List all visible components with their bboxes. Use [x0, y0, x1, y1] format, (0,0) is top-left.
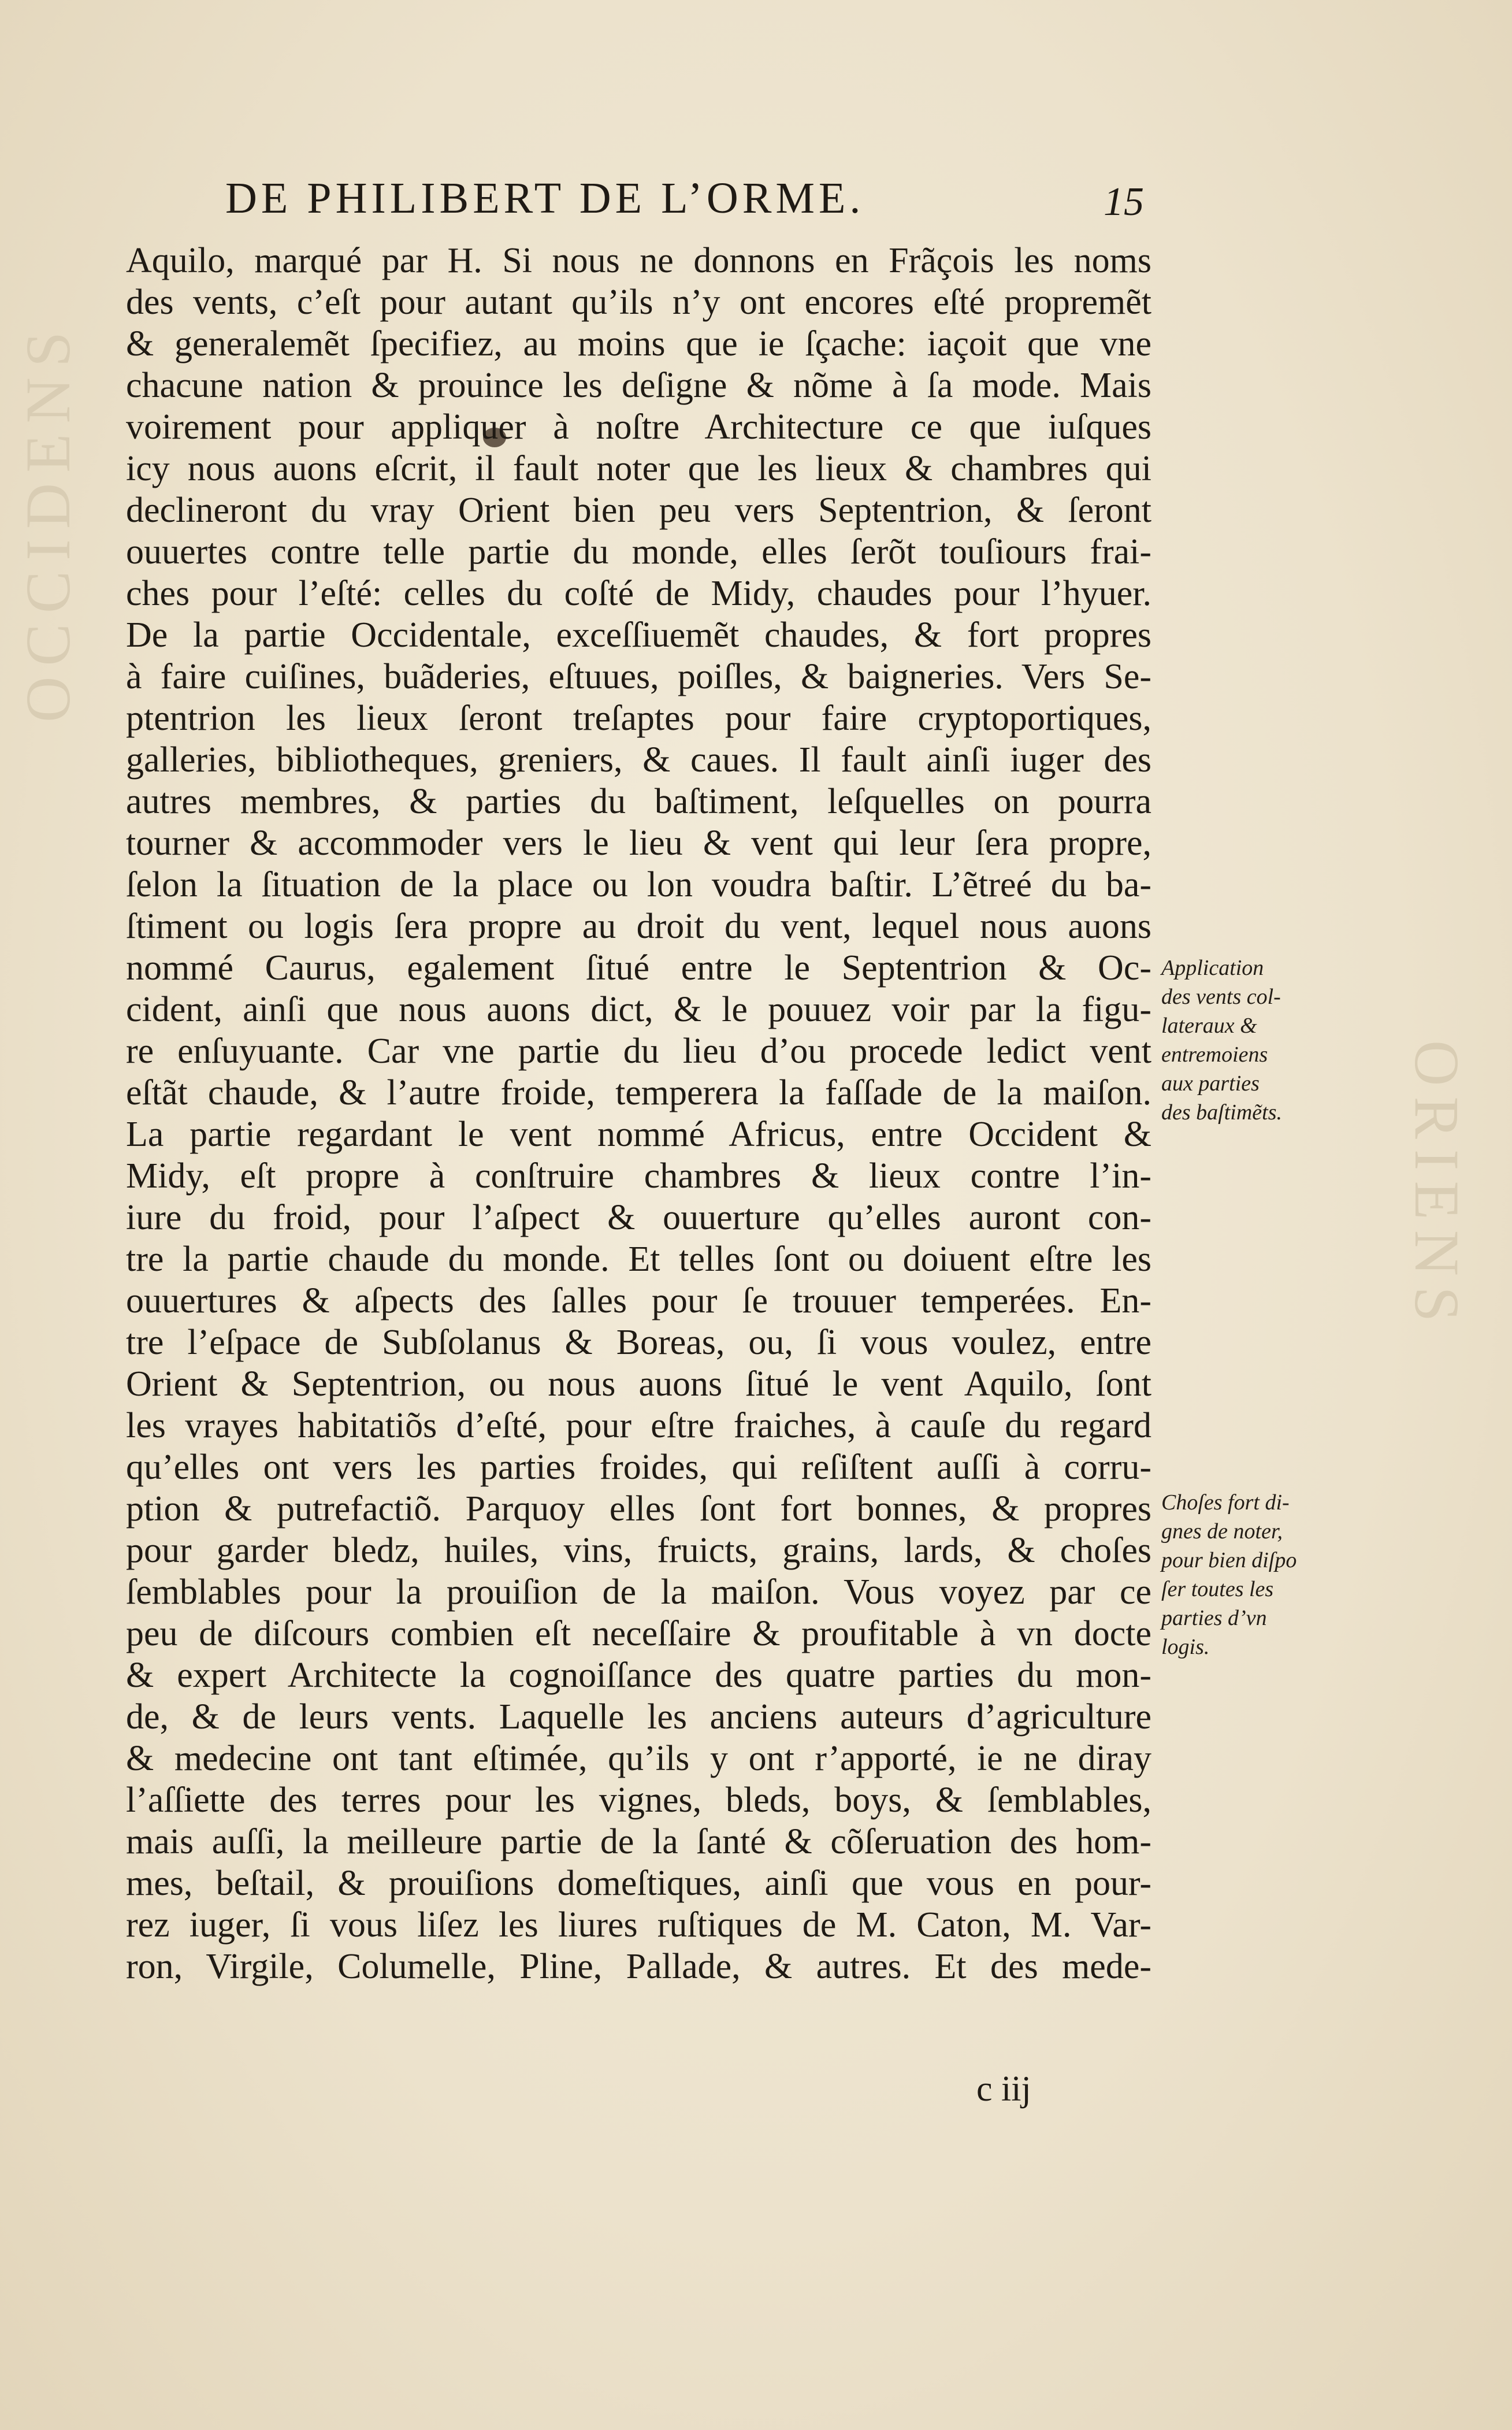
text-line: qu’elles ont vers les parties froides, qui reſiſtent auſſi à corru-: [126, 1448, 1151, 1487]
show-through-text-left: OCCIDENS: [13, 321, 83, 722]
marginal-line: lateraux &: [1161, 1014, 1257, 1038]
marginal-line: logis.: [1161, 1635, 1210, 1659]
text-line: eſtãt chaude, & l’autre froide, temperera la faſſade de la maiſon.: [126, 1073, 1151, 1112]
running-head: DE PHILIBERT DE L’ORME.: [225, 174, 865, 222]
text-line: ſemblables pour la prouiſion de la maiſon. Vous voyez par ce: [126, 1572, 1151, 1612]
text-line: l’aſſiette des terres pour les vignes, bleds, boys, & ſemblables,: [126, 1780, 1151, 1820]
text-line: ouuertures & aſpects des ſalles pour ſe trouuer temperées. En-: [126, 1281, 1151, 1320]
text-line: chacune nation & prouince les deſigne & nõme à ſa mode. Mais: [126, 366, 1151, 405]
text-line: à faire cuiſines, buãderies, eſtuues, poiſles, & baigneries. Vers Se-: [126, 657, 1151, 696]
text-line: ches pour l’eſté: celles du coſté de Midy, chaudes pour l’hyuer.: [126, 574, 1151, 613]
marginal-line: aux parties: [1161, 1071, 1260, 1096]
marginal-line: parties d’vn: [1161, 1606, 1267, 1630]
text-line: tre l’eſpace de Subſolanus & Boreas, ou, ſi vous voulez, entre: [126, 1323, 1151, 1362]
show-through-text-right: ORIENS: [1402, 1040, 1472, 1333]
text-line: de, & de leurs vents. Laquelle les anciens auteurs d’agriculture: [126, 1697, 1151, 1737]
text-line: ptentrion les lieux ſeront treſaptes pour faire cryptoportiques,: [126, 699, 1151, 738]
marginal-line: des vents col-: [1161, 985, 1281, 1009]
text-line: des vents, c’eſt pour autant qu’ils n’y ont encores eſté propremẽt: [126, 283, 1151, 322]
body-text: [126, 240, 1151, 1987]
text-line: tourner & accommoder vers le lieu & vent qui leur ſera propre,: [126, 823, 1151, 863]
text-line: iure du froid, pour l’aſpect & ouuerture qu’elles auront con-: [126, 1198, 1151, 1237]
text-line: galleries, bibliotheques, greniers, & caues. Il fault ainſi iuger des: [126, 740, 1151, 780]
text-line: tre la partie chaude du monde. Et telles ſont ou doiuent eſtre les: [126, 1240, 1151, 1279]
text-line: les vrayes habitatiõs d’eſté, pour eſtre fraiches, à cauſe du regard: [126, 1406, 1151, 1445]
signature-mark: c iij: [976, 2069, 1031, 2109]
text-line: ption & putrefactiõ. Parquoy elles ſont fort bonnes, & propres: [126, 1489, 1151, 1529]
text-line: rez iuger, ſi vous liſez les liures ruſtiques de M. Caton, M. Var-: [126, 1905, 1151, 1945]
marginal-note-choses: [1161, 1488, 1317, 1661]
text-line: nommé Caurus, egalement ſitué entre le Septentrion & Oc-: [126, 948, 1151, 988]
text-line: Midy, eſt propre à conſtruire chambres & lieux contre l’in-: [126, 1156, 1151, 1196]
text-line: icy nous auons eſcrit, il fault noter que les lieux & chambres qui: [126, 449, 1151, 488]
text-line: cident, ainſi que nous auons dict, & le pouuez voir par la figu-: [126, 990, 1151, 1029]
text-line: De la partie Occidentale, exceſſiuemẽt chaudes, & fort propres: [126, 615, 1151, 655]
text-line: ouuertes contre telle partie du monde, elles ſerõt touſiours frai-: [126, 532, 1151, 572]
marginal-note-application: [1161, 954, 1317, 1127]
marginal-line: ſer toutes les: [1161, 1577, 1274, 1601]
page-header: [225, 173, 1144, 231]
text-line: ron, Virgile, Columelle, Pline, Pallade, & autres. Et des mede-: [126, 1947, 1151, 1986]
marginal-line: gnes de noter,: [1161, 1519, 1283, 1544]
text-line: peu de diſcours combien eſt neceſſaire & proufitable à vn docte: [126, 1614, 1151, 1653]
text-line: & expert Architecte la cognoiſſance des quatre parties du mon-: [126, 1656, 1151, 1695]
marginal-line: entremoiens: [1161, 1043, 1268, 1067]
text-line: & generalemẽt ſpecifiez, au moins que ie ſçache: iaçoit que vne: [126, 324, 1151, 363]
text-line: pour garder bledz, huiles, vins, fruicts, grains, lards, & choſes: [126, 1531, 1151, 1570]
page-number: 15: [1104, 180, 1144, 224]
text-line: autres membres, & parties du baſtiment, leſquelles on pourra: [126, 782, 1151, 821]
text-line: & medecine ont tant eſtimée, qu’ils y ont r’apporté, ie ne diray: [126, 1739, 1151, 1778]
marginal-line: pour bien diſpo: [1161, 1548, 1297, 1572]
text-line: Orient & Septentrion, ou nous auons ſitué le vent Aquilo, ſont: [126, 1364, 1151, 1404]
text-line: declineront du vray Orient bien peu vers Septentrion, & ſeront: [126, 491, 1151, 530]
text-line: mais auſſi, la meilleure partie de la ſanté & cõſeruation des hom-: [126, 1822, 1151, 1861]
text-line: ſelon la ſituation de la place ou lon voudra baſtir. L’ẽtreé du ba-: [126, 865, 1151, 904]
text-line: voirement pour appliquer à noſtre Architecture ce que iuſques: [126, 407, 1151, 447]
text-line: mes, beſtail, & prouiſions domeſtiques, ainſi que vous en pour-: [126, 1864, 1151, 1903]
text-line: re enſuyuante. Car vne partie du lieu d’ou procede ledict vent: [126, 1032, 1151, 1071]
marginal-line: Application: [1161, 956, 1264, 980]
text-line: La partie regardant le vent nommé Africus, entre Occident &: [126, 1115, 1151, 1154]
text-line: ſtiment ou logis ſera propre au droit du vent, lequel nous auons: [126, 907, 1151, 946]
marginal-line: des baſtimẽts.: [1161, 1100, 1282, 1125]
marginal-line: Choſes fort di-: [1161, 1490, 1290, 1515]
text-line: Aquilo, marqué par H. Si nous ne donnons en Frãçois les noms: [126, 241, 1151, 280]
